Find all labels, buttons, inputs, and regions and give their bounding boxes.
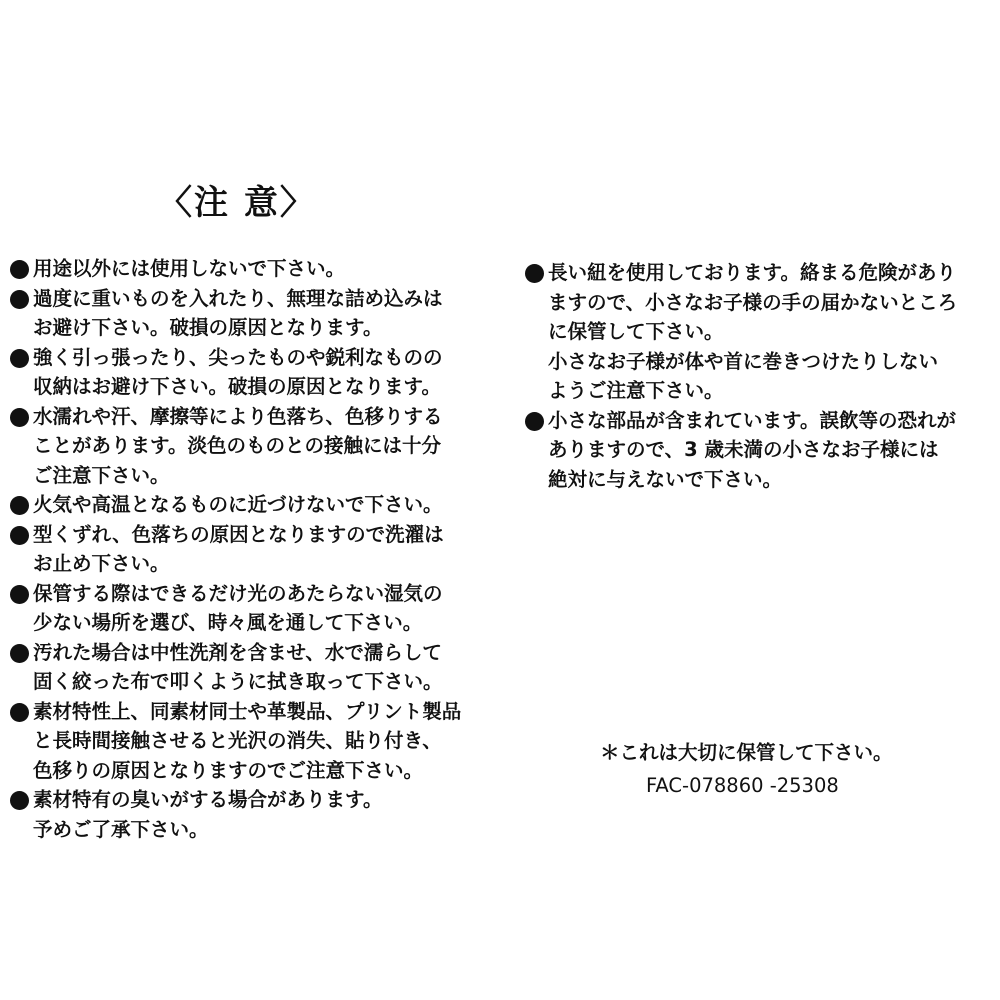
bullet-icon [10,526,29,545]
bullet-icon [525,264,544,283]
caution-line: お止め下さい。 [33,552,170,575]
caution-line: 固く絞った布で叩くように拭き取って下さい。 [33,670,443,693]
product-code: FAC-078860 -25308 [646,774,839,797]
caution-line: 小さな部品が含まれています。誤飲等の恐れが [548,408,956,432]
caution-line: に保管して下さい。 [548,320,724,343]
bullet-icon [10,408,29,427]
caution-line: 予めご了承下さい。 [33,817,209,841]
caution-item [10,254,480,284]
caution-line: ますので、小さなお子様の手の届かないところ [548,290,958,314]
storage-note [600,736,900,802]
bullet-icon [10,496,29,515]
caution-line: 火気や高温となるものに近づけないで下さい。 [33,493,443,516]
caution-item [10,638,480,697]
caution-line: お避け下さい。破損の原因となります。 [33,316,383,339]
caution-line: 色移りの原因となりますのでご注意下さい。 [33,758,424,782]
caution-line: と長時間接触させると光沢の消失、貼り付き、 [33,729,442,752]
caution-line: 型くずれ、色落ちの原因となりますので洗濯は [33,522,444,546]
caution-item [10,343,480,402]
caution-list-right [525,258,985,494]
caution-item [10,520,480,579]
caution-line: 素材特性上、同素材同士や革製品、プリント製品 [33,699,462,723]
caution-item [525,258,985,406]
caution-line: ご注意下さい。 [33,463,170,487]
caution-line: 絶対に与えないで下さい。 [548,467,783,491]
caution-line: 用途以外には使用しないで下さい。 [33,257,346,280]
caution-line: ことがあります。淡色のものとの接触には十分 [33,434,441,457]
caution-item [10,490,480,520]
caution-item [10,579,480,638]
caution-line: 長い紐を使用しております。絡まる危険があり [548,261,956,284]
caution-line: ありますので、3 歳未満の小さなお子様には [548,438,939,461]
caution-line: 収納はお避け下さい。破損の原因となります。 [33,375,441,398]
caution-item [10,697,480,786]
caution-item [10,402,480,491]
caution-line: 水濡れや汗、摩擦等により色落ち、色移りする [33,404,443,428]
caution-line: 素材特有の臭いがする場合があります。 [33,788,383,811]
caution-item [10,785,480,844]
bullet-icon [10,290,29,309]
caution-line: 過度に重いものを入れたり、無理な詰め込みは [33,286,443,310]
caution-line: ようご注意下さい。 [548,379,724,402]
caution-line: 少ない場所を選び、時々風を通して下さい。 [33,611,423,634]
storage-note-text: ＊これは大切に保管して下さい。 [600,741,893,764]
bullet-icon [10,260,29,279]
caution-line: 汚れた場合は中性洗剤を含ませ、水で濡らして [33,640,442,664]
caution-list-left [10,254,480,844]
caution-line: 保管する際はできるだけ光のあたらない湿気の [33,581,443,605]
bullet-icon [10,703,29,722]
caution-line: 強く引っ張ったり、尖ったものや鋭利なものの [33,345,443,369]
bullet-icon [525,412,544,431]
bullet-icon [10,644,29,663]
bullet-icon [10,791,29,810]
caution-item [10,284,480,343]
bullet-icon [10,349,29,368]
page-title: 〈注 意〉 [158,183,316,223]
caution-line: 小さなお子様が体や首に巻きつけたりしない [548,349,939,373]
caution-item [525,406,985,495]
bullet-icon [10,585,29,604]
